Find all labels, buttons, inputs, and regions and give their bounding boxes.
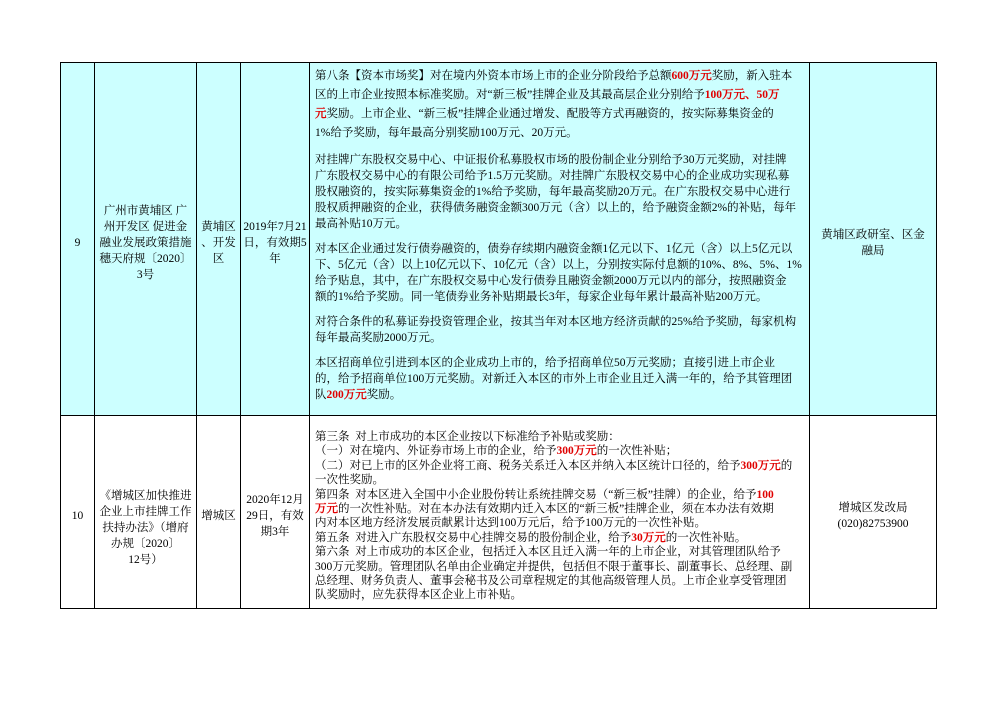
effective-date-line: 2020年12月 <box>246 494 304 506</box>
content-line <box>315 444 809 458</box>
highlighted-amount: 万元 <box>315 503 338 516</box>
policy-name-line: 州开发区 促进金 <box>103 221 188 233</box>
effective-date-cell <box>241 63 310 416</box>
policy-name-line: 穗天府规〔2020〕 <box>99 253 192 265</box>
text-segment: 第六条 对上市成功的本区企业，包括迁入本区且迁入满一年的上市企业，对其管理团队给予 <box>315 546 781 559</box>
policy-name-line: 3号 <box>136 269 155 281</box>
department-line: 融局 <box>861 245 885 257</box>
policy-name-line: 企业上市挂牌工作 <box>99 506 192 518</box>
text-segment: 本区招商单位引进到本区的企业成功上市的，给予招商单位50万元奖励；直接引进上市企业 <box>315 357 775 369</box>
content-paragraph <box>315 67 809 143</box>
text-segment: 的一次性补贴。 <box>665 531 747 544</box>
content-paragraph <box>315 152 809 232</box>
content-line <box>315 257 809 273</box>
effective-date-cell <box>241 416 310 609</box>
content-line <box>315 289 809 305</box>
text-segment: 的 <box>780 459 793 472</box>
content-line <box>315 168 809 184</box>
text-segment: 第四条 对本区进入全国中小企业股份转让系统挂牌交易（“新三板”挂牌）的企业，给予 <box>315 488 757 501</box>
policy-name-cell <box>95 63 197 416</box>
text-segment: 一次性奖励。 <box>315 474 384 487</box>
content-paragraph <box>315 430 809 603</box>
content-line <box>315 430 809 444</box>
effective-date-line: 2019年7月21 <box>243 221 307 233</box>
content-line <box>315 200 809 216</box>
district-line: 增城区 <box>201 510 236 522</box>
department-cell <box>810 63 937 416</box>
district-line: 黄埔区 <box>201 221 236 233</box>
text-segment: 广东股权交易中心的有限公司给予1.5万元奖励。对挂牌广东股权交易中心的企业成功实现私募 <box>315 170 790 182</box>
department-line: (020)82753900 <box>837 518 909 530</box>
policy-name-line: 广州市黄埔区 广 <box>103 205 188 217</box>
content-line <box>315 314 809 330</box>
row-number-cell <box>61 416 95 609</box>
text-segment: 的一次性补贴； <box>596 445 678 458</box>
content-line <box>315 502 809 516</box>
text-segment: 总经理、财务负责人、董事会秘书及公司章程规定的其他高级管理人员。上市企业享受管理团 <box>315 575 787 588</box>
content-line <box>315 105 809 124</box>
content-line <box>315 560 809 574</box>
text-segment: 300万元奖励。管理团队名单由企业确定并提供，包括但不限于董事长、副董事长、总经理、副 <box>315 560 793 573</box>
text-segment: 奖励。 <box>366 389 402 401</box>
effective-date-line: 29日，有效 <box>246 510 304 522</box>
content-line <box>315 216 809 232</box>
content-paragraph <box>315 241 809 305</box>
text-segment: 的一次性补贴。对在本办法有效期内迁入本区的“新三板”挂牌企业，须在本办法有效期 <box>338 503 774 516</box>
district-line: 区 <box>212 253 225 265</box>
content-line <box>315 574 809 588</box>
highlighted-amount: 100万元、50万 <box>704 89 780 101</box>
content-line <box>315 152 809 168</box>
content-paragraph <box>315 355 809 403</box>
text-segment: 奖励，新入驻本 <box>711 70 793 82</box>
text-segment: 第八条【资本市场奖】对在境内外资本市场上市的企业分阶段给予总额 <box>315 70 672 82</box>
content-line <box>315 387 809 403</box>
content-line <box>315 67 809 86</box>
effective-date-line: 年 <box>269 253 281 265</box>
highlighted-amount: 300万元 <box>556 445 597 458</box>
content-line <box>315 184 809 200</box>
content-line <box>315 516 809 530</box>
effective-date-line: 日，有效期5 <box>243 237 307 249</box>
content-line <box>315 473 809 487</box>
policy-name-line: 12号） <box>128 554 163 566</box>
content-line <box>315 124 809 143</box>
effective-date-line: 期3年 <box>260 526 290 538</box>
text-segment: 的，给予招商单位100万元奖励。对新迁入本区的市外上市企业且迁入满一年的，给予其管理团 <box>315 373 793 385</box>
policy-name-line: 融业发展政策措施 <box>99 237 192 249</box>
policy-table <box>60 62 937 609</box>
text-segment: 区的上市企业按照本标准奖励。对“新三板”挂牌企业及其最高层企业分别给予 <box>315 89 705 101</box>
text-segment: 对本区企业通过发行债券融资的，债券存续期内融资金额1亿元以下、1亿元（含）以上5亿元以 <box>315 243 793 255</box>
policy-name-line: 《增城区加快推进 <box>99 490 192 502</box>
text-segment: 对挂牌广东股权交易中心、中证报价私募股权市场的股份制企业分别给予30万元奖励，对挂牌 <box>315 154 787 166</box>
text-segment: 额的1%给予奖励。同一笔债券业务补贴期最长3年，每家企业每年累计最高补贴200万元。 <box>315 291 768 303</box>
content-line <box>315 355 809 371</box>
text-segment: 第三条 对上市成功的本区企业按以下标准给予补贴或奖励： <box>315 431 620 443</box>
text-segment: 队 <box>315 389 327 401</box>
text-segment: 1%给予奖励，每年最高分别奖励100万元、20万元。 <box>315 127 578 139</box>
text-segment: （二）对已上市的区外企业将工商、税务关系迁入本区并纳入本区统计口径的，给予 <box>315 459 741 472</box>
content-line <box>315 241 809 257</box>
policy-content-cell <box>310 63 810 416</box>
text-segment: 第五条 对进入广东股权交易中心挂牌交易的股份制企业，给予 <box>315 531 632 544</box>
text-segment: 最高补贴10万元。 <box>315 218 407 230</box>
text-segment: 队奖励时，应先获得本区企业上市补贴。 <box>315 589 522 602</box>
department-line: 增城区发改局 <box>838 502 908 514</box>
highlighted-amount: 600万元 <box>671 70 712 82</box>
highlighted-amount: 200万元 <box>326 389 367 401</box>
policy-name-cell <box>95 416 197 609</box>
text-segment: 内对本区地方经济发展贡献累计达到100万元后，给予100万元的一次性补贴。 <box>315 517 706 530</box>
highlighted-amount: 30万元 <box>631 531 666 544</box>
content-line <box>315 330 809 346</box>
text-segment: 下、5亿元（含）以上10亿元以下、10亿元（含）以上，分别按实际付息额的10%、8%、5%、1% <box>315 259 802 271</box>
content-line <box>315 459 809 473</box>
text-segment: （一）对在境内、外证券市场上市的企业，给予 <box>315 445 557 458</box>
highlighted-amount: 元 <box>315 108 327 120</box>
district-cell <box>197 416 241 609</box>
highlighted-amount: 300万元 <box>740 459 781 472</box>
policy-content-cell <box>310 416 810 609</box>
content-line <box>315 545 809 559</box>
row-number-cell <box>61 63 95 416</box>
content-line <box>315 371 809 387</box>
content-line <box>315 531 809 545</box>
row-number: 10 <box>71 510 84 522</box>
content-line <box>315 273 809 289</box>
content-line <box>315 588 809 602</box>
content-line <box>315 488 809 502</box>
row-number: 9 <box>74 237 81 249</box>
text-segment: 股权融资的，按实际募集资金的1%给予奖励，每年最高奖励20万元。在广东股权交易中心进行 <box>315 186 791 198</box>
district-cell <box>197 63 241 416</box>
content-line <box>315 86 809 105</box>
highlighted-amount: 100 <box>756 488 774 501</box>
department-line: 黄埔区政研室、区金 <box>821 229 925 241</box>
policy-name-line: 办规〔2020〕 <box>111 538 180 550</box>
content-paragraph <box>315 314 809 346</box>
text-segment: 对符合条件的私募证券投资管理企业，按其当年对本区地方经济贡献的25%给予奖励，每家机构 <box>315 316 797 328</box>
district-line: 、开发 <box>201 237 236 249</box>
text-segment: 奖励。上市企业、“新三板”挂牌企业通过增发、配股等方式再融资的，按实际募集资金的 <box>326 108 774 120</box>
policy-name-line: 扶持办法》（增府 <box>102 522 189 534</box>
department-cell <box>810 416 937 609</box>
text-segment: 每年最高奖励2000万元。 <box>315 332 442 344</box>
text-segment: 股权质押融资的企业，获得债务融资金额300万元（含）以上的，给予融资金额2%的补贴，每年 <box>315 202 797 214</box>
text-segment: 给予贴息，其中，在广东股权交易中心发行债券且融资金额2000万元以内的部分，按照融资金 <box>315 275 787 287</box>
